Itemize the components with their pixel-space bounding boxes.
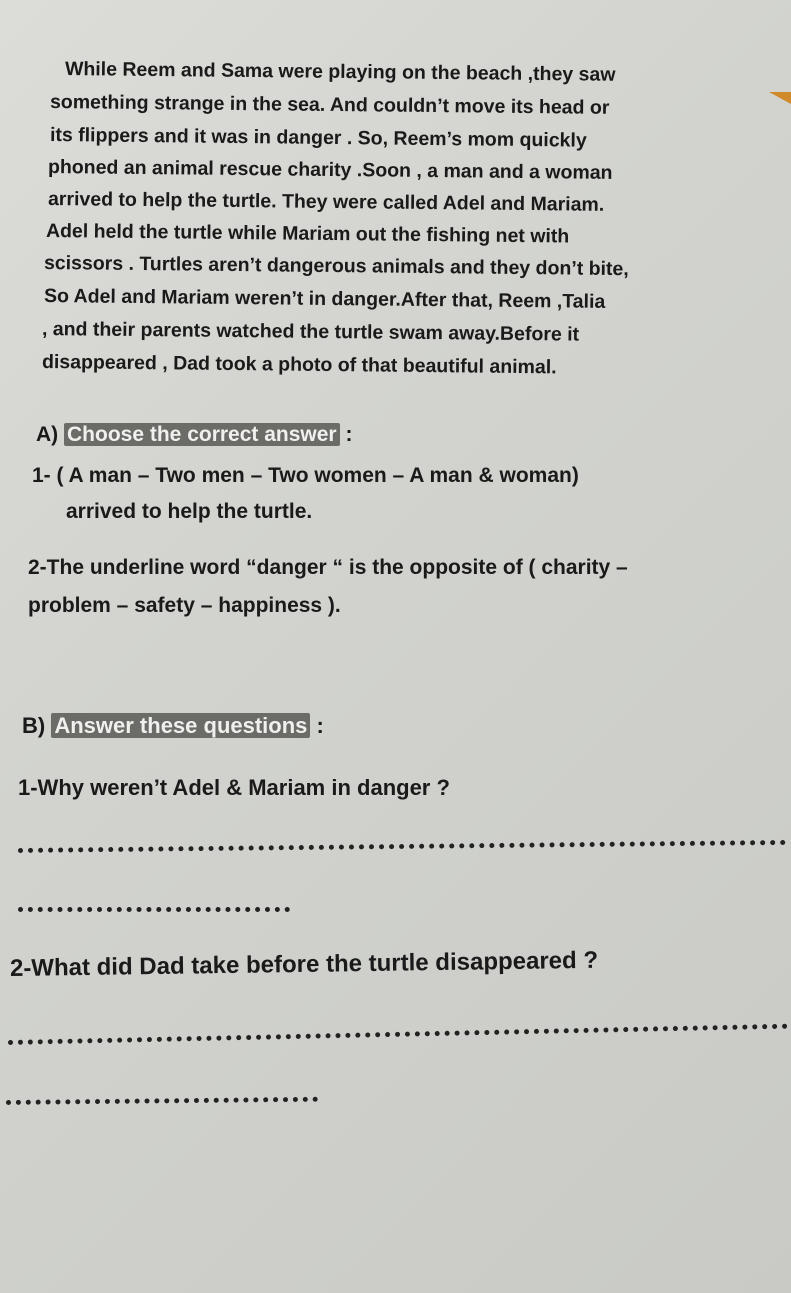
passage-line-2: something strange in the sea. And couldn’t move its head or — [49, 91, 610, 119]
answer-line-b1-1 — [18, 840, 786, 853]
passage-line-6: Adel held the turtle while Mariam out the fishing net with — [45, 220, 570, 248]
passage-line-10: disappeared , Dad took a photo of that beautiful animal. — [41, 351, 557, 379]
passage-line-7: scissors . Turtles aren’t dangerous animals and they don’t bite, — [43, 252, 629, 281]
section-a-title: Choose the correct answer — [64, 423, 340, 446]
question-a2-line-1: 2-The underline word “danger “ is the opposite of ( charity – — [28, 556, 628, 579]
question-a1-line-1: 1- ( A man – Two men – Two women – A man & woman) — [32, 464, 579, 487]
passage-line-8: So Adel and Mariam weren’t in danger.After that, Reem ,Talia — [43, 285, 606, 313]
passage-line-1: While Reem and Sama were playing on the beach ,they saw — [64, 58, 616, 86]
passage-line-5: arrived to help the turtle. They were called Adel and Mariam. — [47, 188, 605, 216]
section-a-prefix: A) — [36, 423, 59, 446]
section-b-heading — [22, 713, 324, 739]
answer-line-b2-2 — [6, 1097, 318, 1105]
question-b1: 1-Why weren’t Adel & Mariam in danger ? — [18, 775, 450, 800]
answer-line-b1-2 — [18, 907, 290, 912]
answer-line-b2-1 — [8, 1024, 788, 1045]
question-a1-line-2: arrived to help the turtle. — [66, 500, 313, 523]
passage-line-9: , and their parents watched the turtle swam away.Before it — [41, 318, 580, 346]
passage-line-3: its flippers and it was in danger . So, Reem’s mom quickly — [49, 124, 587, 152]
section-a-colon: : — [345, 423, 353, 446]
question-a2-line-2: problem – safety – happiness ). — [28, 594, 341, 617]
page-corner-fold — [769, 92, 791, 104]
section-b-prefix: B) — [22, 713, 46, 738]
passage-line-4: phoned an animal rescue charity .Soon , a man and a woman — [47, 156, 613, 184]
section-b-title: Answer these questions — [51, 713, 310, 738]
question-b2: 2-What did Dad take before the turtle disappeared ? — [9, 946, 599, 982]
section-b-colon: : — [316, 713, 324, 738]
section-a-heading — [36, 423, 352, 447]
